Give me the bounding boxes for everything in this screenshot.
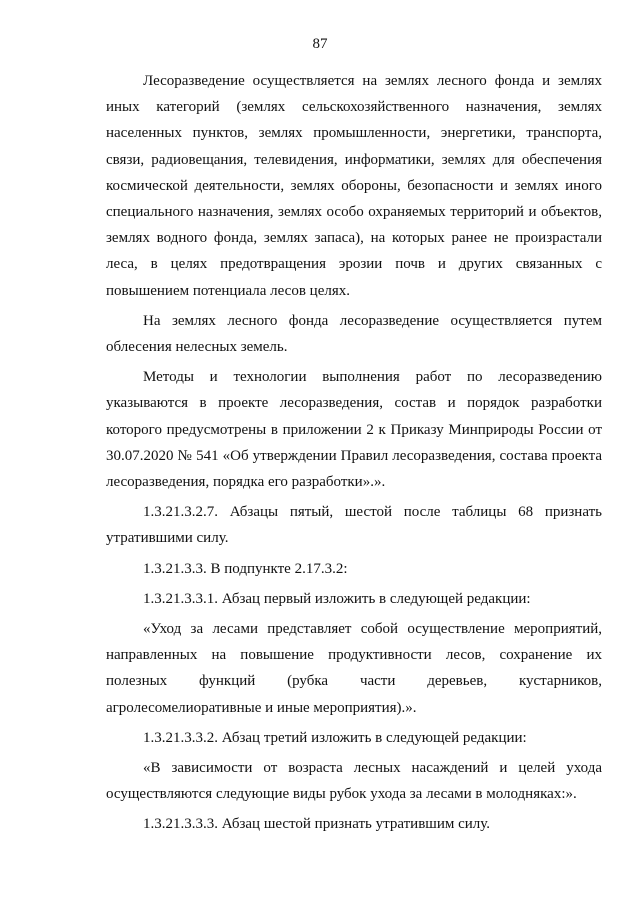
paragraph-forest-care-definition: «Уход за лесами представляет собой осуществление мероприятий, направленных на повышение продуктивности лесов, сохранение их полезных функций (рубка части деревьев, кустарников, агролесомелиоративные и иные мероприятия).».	[106, 621, 602, 716]
document-body	[106, 68, 602, 838]
paragraph-1-3-21-3-3: 1.3.21.3.3. В подпункте 2.17.3.2:	[143, 560, 348, 577]
paragraph-forest-fund-afforestation: На землях лесного фонда лесоразведение осуществляется путем облесения нелесных земель.	[106, 312, 602, 356]
paragraph-1-3-21-3-2-7: 1.3.21.3.2.7. Абзацы пятый, шестой после таблицы 68 признать утратившими силу.	[106, 504, 602, 547]
paragraph-thinning-types: «В зависимости от возраста лесных насаждений и целей ухода осуществляются следующие виды рубок ухода за лесами в молодняках:».	[106, 760, 602, 803]
paragraph-methods-technologies: Методы и технологии выполнения работ по лесоразведению указываются в проекте лесоразведения, состав и порядок разработки которого предусмотрены в приложении 2 к Приказу Минприроды России от 30.07.2020 № 541 «Об утверждении Правил лесоразведения, состава проекта лесоразведения, порядка его разработки».».	[106, 369, 602, 491]
paragraph-1-3-21-3-3-3: 1.3.21.3.3.3. Абзац шестой признать утратившим силу.	[143, 816, 491, 833]
paragraph-afforestation-lands: Лесоразведение осуществляется на землях лесного фонда и землях иных категорий (землях сельскохозяйственного назначения, землях населенных пунктов, землях промышленности, энергетики, транспорта, связи, радиовещания, телевидения, информатики, землях для обеспечения космической деятельности, землях обороны, безопасности и землях иного специального назначения, землях особо охраняемых территорий и объектов, землях водного фонда, землях запаса), на которых ранее не произрастали леса, в целях предотвращения эрозии почв и других связанных с повышением потенциала лесов целях.	[106, 73, 602, 299]
page-number: 87	[312, 36, 328, 52]
paragraph-1-3-21-3-3-1: 1.3.21.3.3.1. Абзац первый изложить в следующей редакции:	[143, 590, 531, 607]
paragraph-1-3-21-3-3-2: 1.3.21.3.3.2. Абзац третий изложить в следующей редакции:	[143, 729, 527, 746]
